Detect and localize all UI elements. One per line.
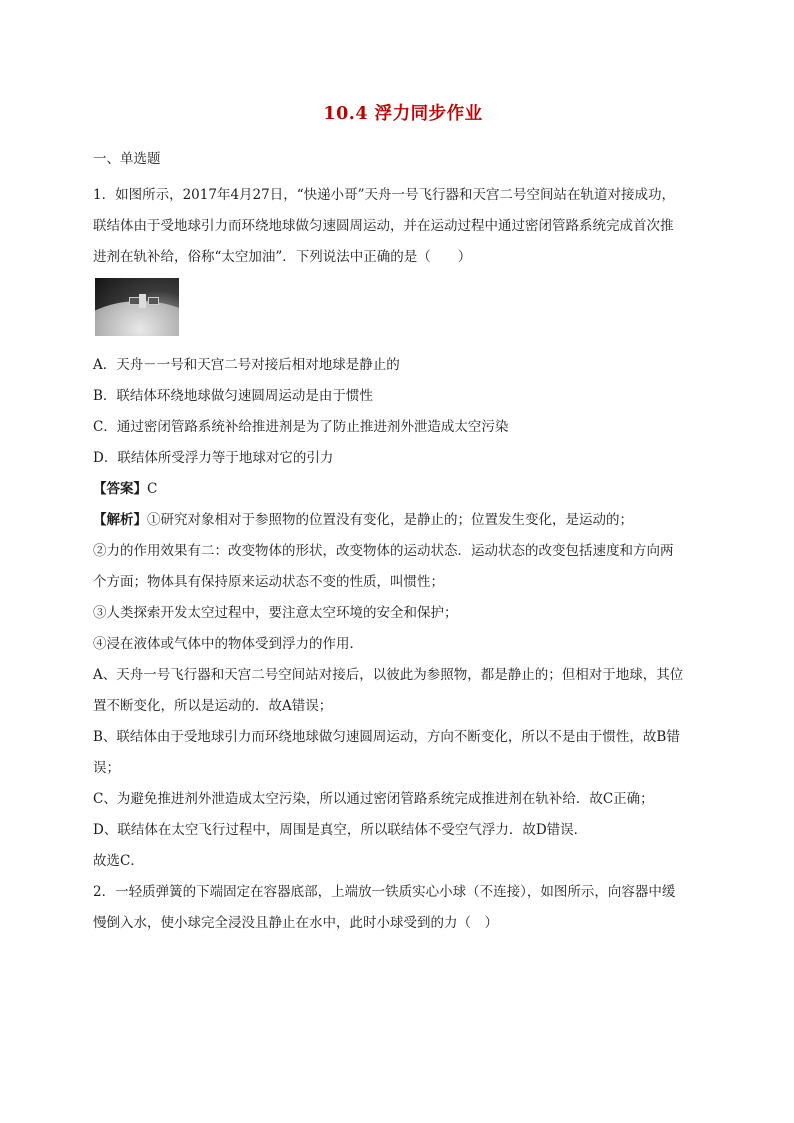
question-stem-line: 1．如图所示，2017年4月27日，“快递小哥”天舟一号飞行器和天宫二号空间站在轨道对接成功， — [93, 187, 676, 203]
analysis-line: 个方面；物体具有保持原来运动状态不变的性质，叫惯性； — [93, 574, 444, 590]
option-b: B．联结体环绕地球做匀速圆周运动是由于惯性 — [93, 388, 373, 404]
analysis-line: D、联结体在太空飞行过程中，周围是真空，所以联结体不受空气浮力．故D错误． — [93, 822, 588, 838]
analysis-label: 【解析】 — [93, 512, 147, 528]
analysis-line: ③人类探索开发太空过程中，要注意太空环境的安全和保护； — [93, 605, 458, 621]
analysis-line: ④浸在液体或气体中的物体受到浮力的作用． — [93, 636, 363, 652]
analysis-line: 置不断变化，所以是运动的．故A错误； — [93, 698, 333, 714]
question-2 — [93, 877, 713, 939]
document-content — [93, 100, 713, 939]
analysis-text: ①研究对象相对于参照物的位置没有变化，是静止的；位置发生变化，是运动的； — [147, 512, 633, 528]
question-stem-line: 进剂在轨补给，俗称“太空加油”．下列说法中正确的是（ ） — [93, 249, 472, 265]
analysis-line: 误； — [93, 760, 120, 776]
question-stem-line: 慢倒入水，使小球完全浸没且静止在水中，此时小球受到的力（ ） — [93, 915, 498, 931]
analysis-line: A、天舟一号飞行器和天宫二号空间站对接后，以彼此为参照物，都是静止的；但相对于地球，其位 — [93, 667, 684, 683]
question-stem-line: 联结体由于受地球引力而环绕地球做匀速圆周运动，并在运动过程中通过密闭管路系统完成首次推 — [93, 218, 674, 234]
section-heading: 一、单选题 — [93, 151, 161, 167]
answer-label: 【答案】 — [93, 481, 147, 497]
question-1 — [93, 180, 713, 877]
analysis-line: B、联结体由于受地球引力而环绕地球做匀速圆周运动，方向不断变化，所以不是由于惯性，故B错 — [93, 729, 680, 745]
answer-line — [93, 474, 713, 505]
analysis-line: 故选C． — [93, 853, 144, 869]
page-title: 10.4 浮力同步作业 — [323, 104, 483, 124]
analysis-line: C、为避免推进剂外泄造成太空污染，所以通过密闭管路系统完成推进剂在轨补给．故C正确； — [93, 791, 654, 807]
option-c: C．通过密闭管路系统补给推进剂是为了防止推进剂外泄造成太空污染 — [93, 419, 509, 435]
space-station-image — [95, 278, 179, 336]
option-a: A．天舟－一号和天宫二号对接后相对地球是静止的 — [93, 357, 400, 373]
option-d: D．联结体所受浮力等于地球对它的引力 — [93, 450, 334, 466]
answer-value: C — [147, 481, 158, 497]
analysis-line: ②力的作用效果有二：改变物体的形状，改变物体的运动状态．运动状态的改变包括速度和方向两 — [93, 543, 674, 559]
station-shape — [129, 292, 157, 310]
analysis-line — [93, 505, 713, 536]
question-stem-line: 2．一轻质弹簧的下端固定在容器底部，上端放一铁质实心小球（不连接），如图所示，向容器中缓 — [93, 884, 676, 900]
